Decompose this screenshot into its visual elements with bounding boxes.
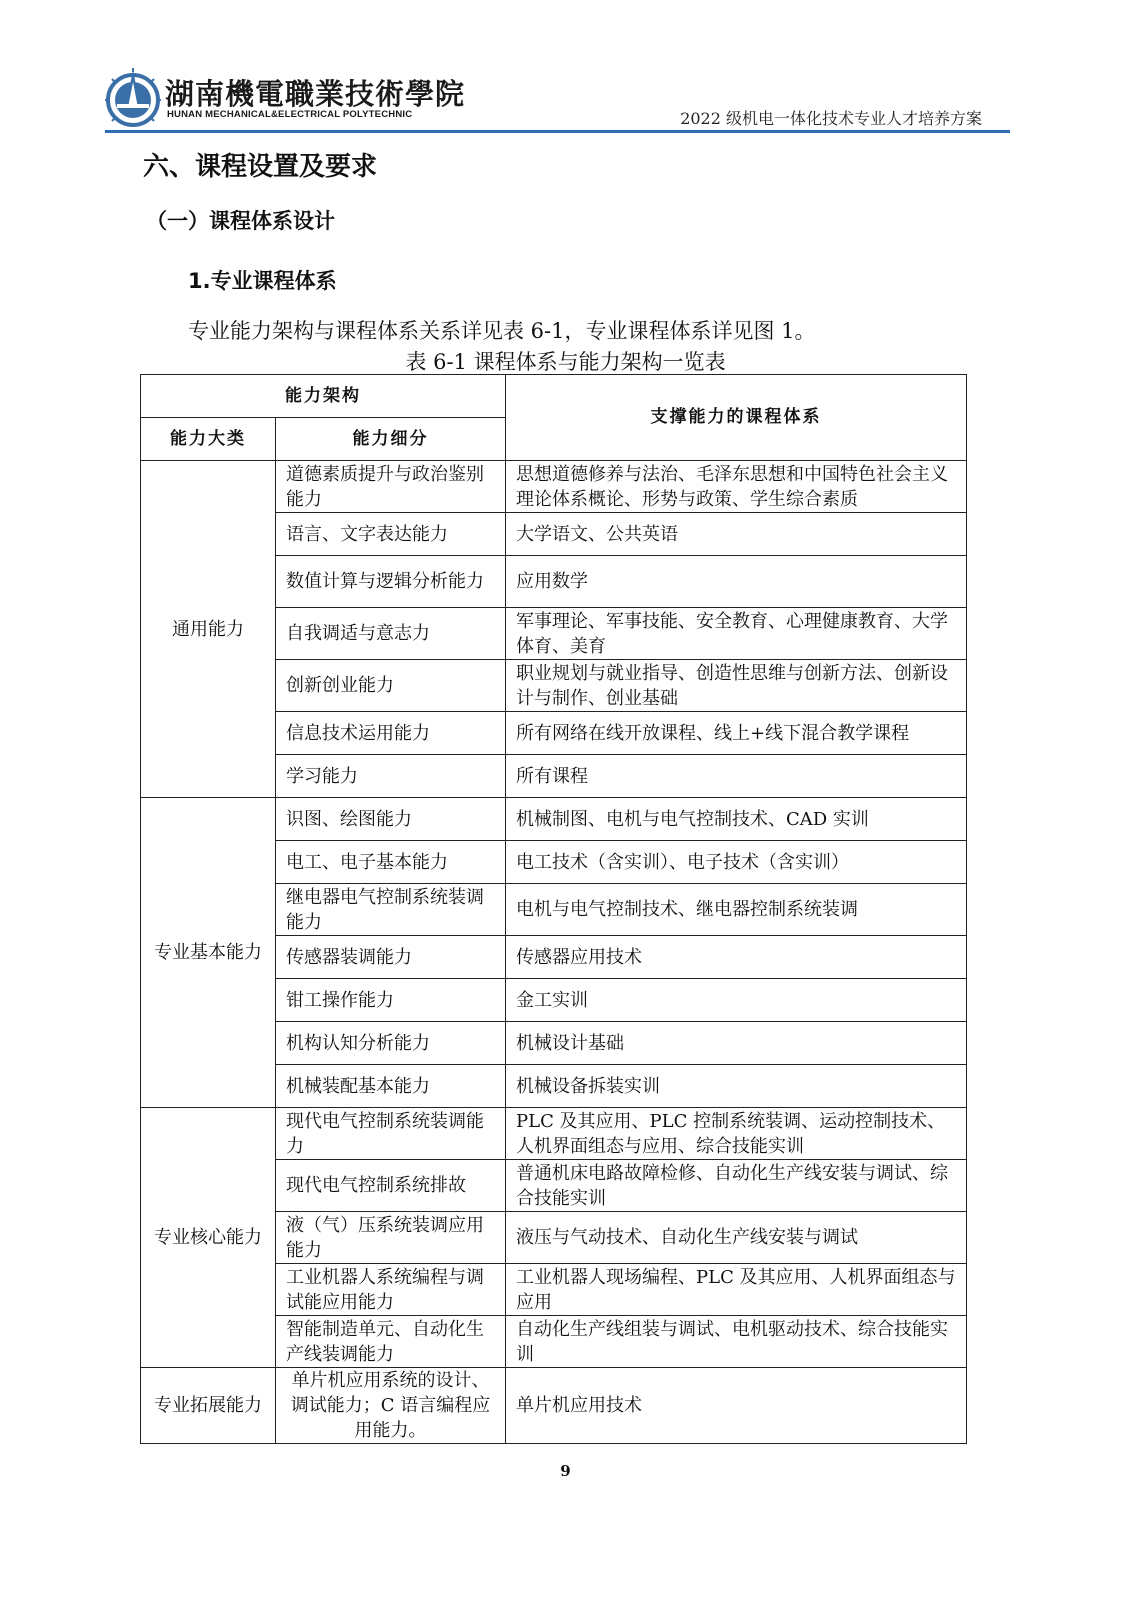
ability-subdivision-cell: 传感器装调能力	[276, 936, 506, 979]
ability-subdivision-cell: 学习能力	[276, 755, 506, 798]
document-title: 2022 级机电一体化技术专业人才培养方案	[680, 109, 982, 128]
table-row	[141, 798, 967, 841]
ability-subdivision-cell: 电工、电子基本能力	[276, 841, 506, 884]
ability-subdivision-cell: 液（气）压系统装调应用能力	[276, 1212, 506, 1264]
supporting-courses-cell: 职业规划与就业指导、创造性思维与创新方法、创新设计与制作、创业基础	[506, 660, 967, 712]
supporting-courses-cell: 机械设备拆装实训	[506, 1065, 967, 1108]
supporting-courses-cell: PLC 及其应用、PLC 控制系统装调、运动控制技术、人机界面组态与应用、综合技能实训	[506, 1108, 967, 1160]
header-ability-category: 能力大类	[141, 418, 276, 461]
section-title: 六、课程设置及要求	[143, 152, 378, 182]
supporting-courses-cell: 机械设计基础	[506, 1022, 967, 1065]
ability-subdivision-cell: 语言、文字表达能力	[276, 513, 506, 556]
page-number: 9	[560, 1462, 571, 1480]
ability-subdivision-cell: 识图、绘图能力	[276, 798, 506, 841]
ability-subdivision-cell: 工业机器人系统编程与调试能应用能力	[276, 1264, 506, 1316]
ability-category-cell: 通用能力	[141, 461, 276, 798]
ability-category-cell: 专业拓展能力	[141, 1368, 276, 1444]
intro-paragraph: 专业能力架构与课程体系关系详见表 6-1，专业课程体系详见图 1。	[188, 319, 816, 343]
supporting-courses-cell: 所有网络在线开放课程、线上+线下混合教学课程	[506, 712, 967, 755]
subsection-title: （一）课程体系设计	[146, 209, 335, 233]
supporting-courses-cell: 电机与电气控制技术、继电器控制系统装调	[506, 884, 967, 936]
supporting-courses-cell: 军事理论、军事技能、安全教育、心理健康教育、大学体育、美育	[506, 608, 967, 660]
ability-subdivision-cell: 创新创业能力	[276, 660, 506, 712]
supporting-courses-cell: 电工技术（含实训）、电子技术（含实训）	[506, 841, 967, 884]
school-emblem-icon	[105, 68, 161, 128]
header-ability-framework: 能力架构	[141, 375, 506, 418]
supporting-courses-cell: 传感器应用技术	[506, 936, 967, 979]
supporting-courses-cell: 普通机床电路故障检修、自动化生产线安装与调试、综合技能实训	[506, 1160, 967, 1212]
curriculum-ability-table	[140, 374, 967, 1444]
ability-subdivision-cell: 数值计算与逻辑分析能力	[276, 556, 506, 608]
supporting-courses-cell: 思想道德修养与法治、毛泽东思想和中国特色社会主义理论体系概论、形势与政策、学生综合素质	[506, 461, 967, 513]
table-row	[141, 461, 967, 513]
header-supporting-courses: 支撑能力的课程体系	[506, 375, 967, 461]
subsubsection-title: 1.专业课程体系	[188, 269, 337, 293]
ability-category-cell: 专业核心能力	[141, 1108, 276, 1368]
ability-subdivision-cell: 继电器电气控制系统装调能力	[276, 884, 506, 936]
supporting-courses-cell: 单片机应用技术	[506, 1368, 967, 1444]
header-divider	[105, 130, 1010, 133]
ability-subdivision-cell: 机械装配基本能力	[276, 1065, 506, 1108]
ability-subdivision-cell: 道德素质提升与政治鉴别能力	[276, 461, 506, 513]
table-row	[141, 1368, 967, 1444]
ability-subdivision-cell: 信息技术运用能力	[276, 712, 506, 755]
ability-subdivision-cell: 现代电气控制系统排故	[276, 1160, 506, 1212]
ability-category-cell: 专业基本能力	[141, 798, 276, 1108]
supporting-courses-cell: 金工实训	[506, 979, 967, 1022]
ability-subdivision-cell: 单片机应用系统的设计、调试能力；C 语言编程应用能力。	[276, 1368, 506, 1444]
supporting-courses-cell: 液压与气动技术、自动化生产线安装与调试	[506, 1212, 967, 1264]
school-name-cn: 湖南機電職業技術學院	[165, 77, 466, 111]
supporting-courses-cell: 大学语文、公共英语	[506, 513, 967, 556]
supporting-courses-cell: 应用数学	[506, 556, 967, 608]
page-header	[105, 62, 1010, 134]
school-name-en: HUNAN MECHANICAL&ELECTRICAL POLYTECHNIC	[167, 109, 413, 120]
table-row	[141, 1108, 967, 1160]
ability-subdivision-cell: 钳工操作能力	[276, 979, 506, 1022]
ability-subdivision-cell: 机构认知分析能力	[276, 1022, 506, 1065]
ability-subdivision-cell: 现代电气控制系统装调能力	[276, 1108, 506, 1160]
table-caption: 表 6-1 课程体系与能力架构一览表	[405, 350, 726, 374]
ability-subdivision-cell: 自我调适与意志力	[276, 608, 506, 660]
ability-subdivision-cell: 智能制造单元、自动化生产线装调能力	[276, 1316, 506, 1368]
supporting-courses-cell: 自动化生产线组装与调试、电机驱动技术、综合技能实训	[506, 1316, 967, 1368]
supporting-courses-cell: 机械制图、电机与电气控制技术、CAD 实训	[506, 798, 967, 841]
header-ability-subdivision: 能力细分	[276, 418, 506, 461]
supporting-courses-cell: 工业机器人现场编程、PLC 及其应用、人机界面组态与应用	[506, 1264, 967, 1316]
supporting-courses-cell: 所有课程	[506, 755, 967, 798]
